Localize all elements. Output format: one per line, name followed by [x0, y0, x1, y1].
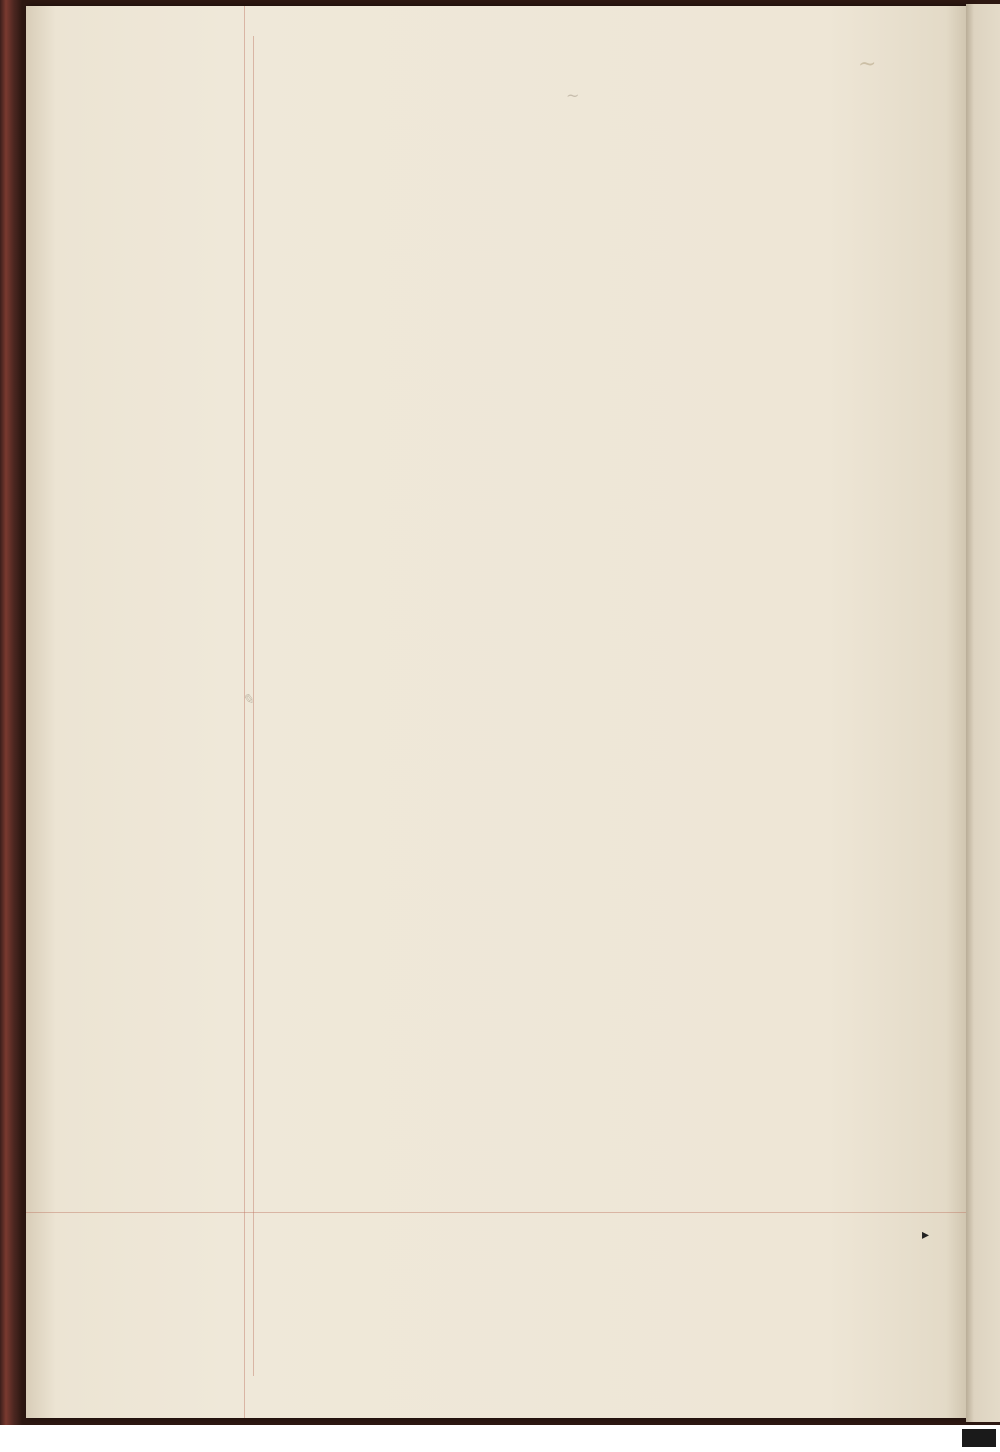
adjacent-page-edge: [966, 4, 1000, 1422]
ruling-left: [244, 6, 245, 1418]
faint-folio-mark: ~: [858, 52, 877, 77]
faint-show-through: ~: [566, 86, 580, 105]
ruling-bottom: [26, 1212, 968, 1213]
book-page: [26, 6, 968, 1418]
end-mark: ▸: [922, 1227, 930, 1243]
faint-marginal-note: ✎: [242, 692, 254, 708]
footer-bar: [0, 1425, 1000, 1452]
dfg-logo: [962, 1429, 996, 1447]
